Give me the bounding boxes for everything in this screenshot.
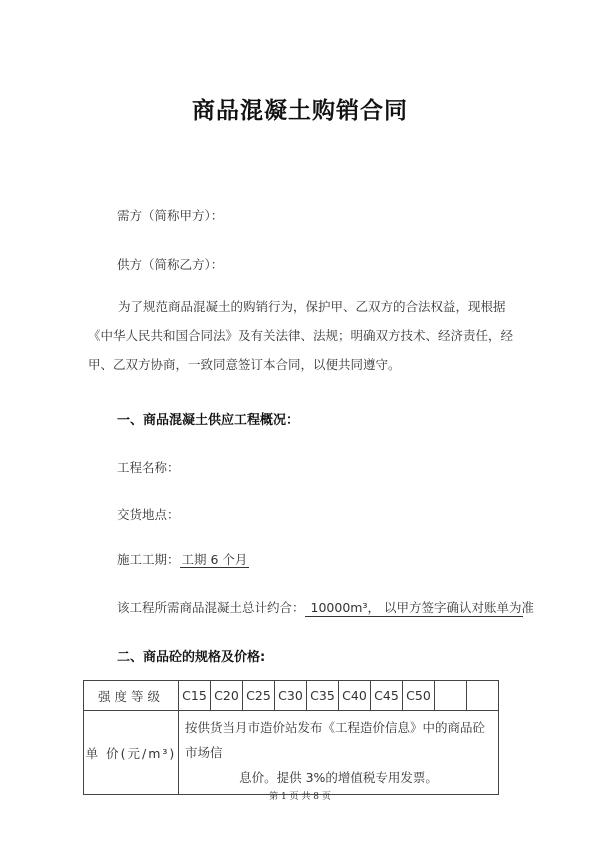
grade-header-cell: 强度等级 [84,681,179,711]
buyer-label: 需方（简称甲方）： [117,208,224,223]
seller-label: 供方（简称乙方）： [117,257,224,272]
grade-cell: C15 [179,681,211,711]
price-header-cell: 单 价(元/m³) [84,711,179,795]
construction-period-row [117,550,249,568]
spec-price-table [83,680,499,795]
price-description-cell [179,711,499,795]
grade-cell: C20 [211,681,243,711]
project-name-label: 工程名称： [117,460,180,475]
grade-cell: C50 [403,681,435,711]
grade-cell: C25 [243,681,275,711]
intro-paragraph: 为了规范商品混凝土的购销行为，保护甲、乙双方的合法权益，现根据《中华人民共和国合同法》及有关法律、法规；明确双方技术、经济责任，经甲、乙双方协商，一致同意签订本合同，以便共同遵守。 [88,299,514,372]
volume-row [117,598,534,617]
volume-label: 该工程所需商品混凝土总计约合： [117,600,305,615]
grade-cell: C40 [339,681,371,711]
page-footer: 第 1 页 共 8 页 [269,792,331,802]
section2-heading: 二、商品砼的规格及价格: [117,650,266,665]
delivery-location-label: 交货地点： [117,507,180,522]
document-title: 商品混凝土购销合同 [192,98,408,124]
grade-cell: C35 [307,681,339,711]
price-text-line1: 按供货当月市造价站发布《工程造价信息》中的商品砼市场信 [185,720,486,760]
construction-period-value: 工期 6 个月 [181,552,248,567]
volume-value: 10000m³， 以甲方签字确认对账单为准 [305,598,523,617]
section1-heading: 一、商品混凝土供应工程概况： [117,413,300,428]
grade-cell: C45 [371,681,403,711]
construction-period-label: 施工工期： [117,552,180,567]
grade-cell-empty [467,681,499,711]
grade-cell: C30 [275,681,307,711]
grade-cell-empty [435,681,467,711]
grade-row [84,681,499,711]
price-row [84,711,499,795]
price-text-line2: 息价。提供 3%的增值税专用发票。 [239,770,438,785]
